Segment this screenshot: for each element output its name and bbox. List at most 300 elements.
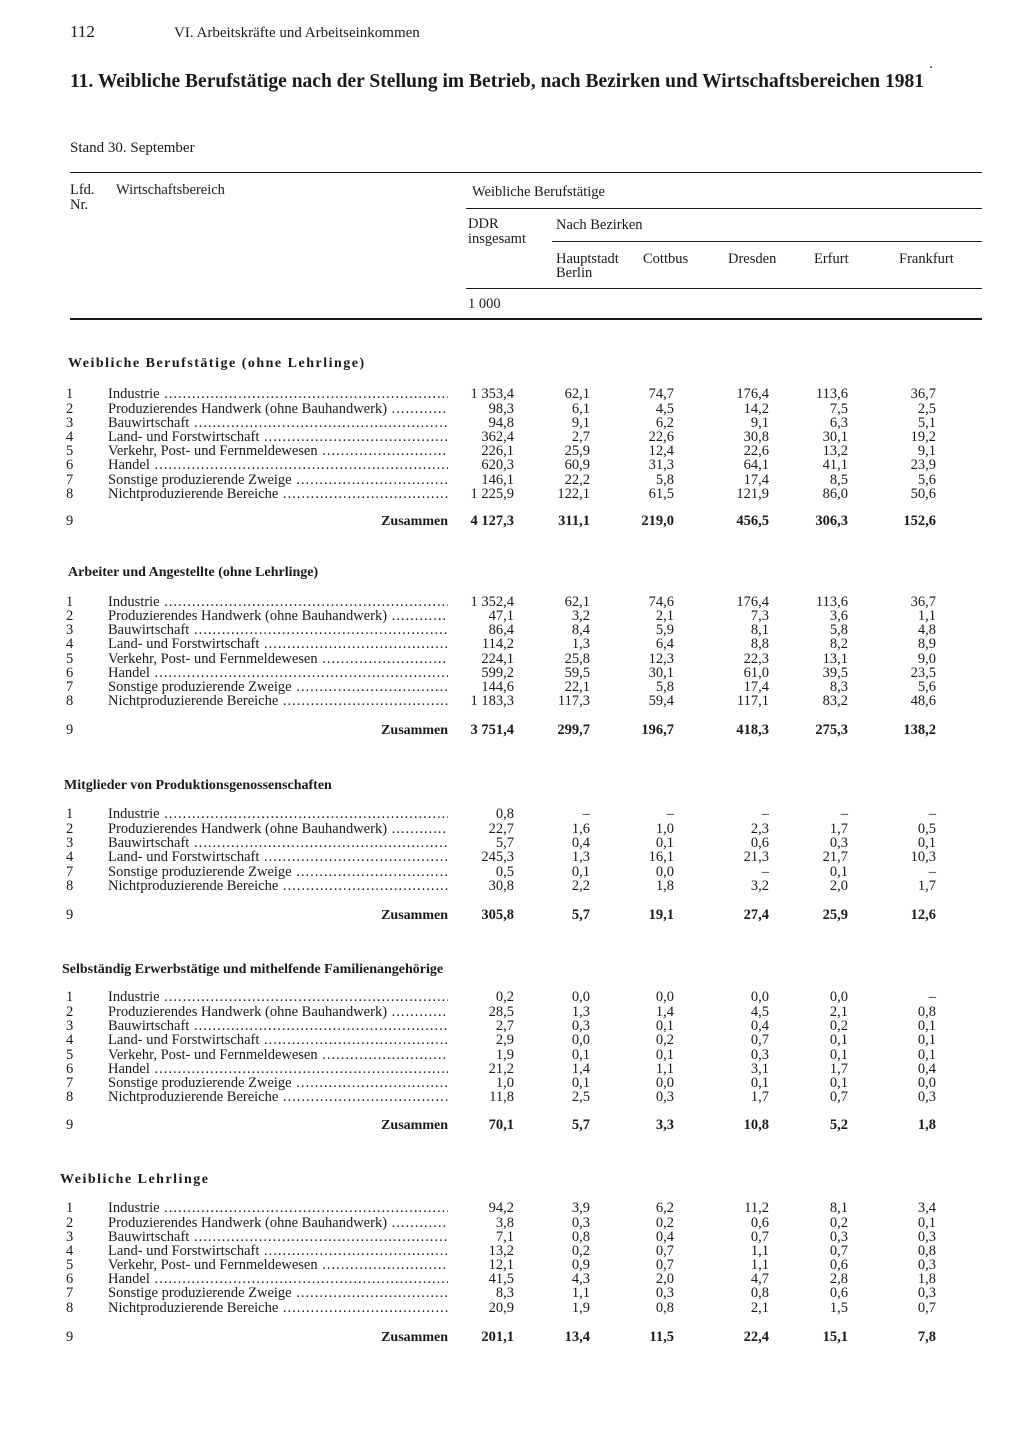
value-cottbus: 0,1 (655, 835, 674, 851)
header-ddr: DDR (468, 216, 499, 232)
row-label: Handel ..... (108, 666, 448, 681)
header-district-frankfurt: Frankfurt (899, 251, 954, 267)
section-title: Weibliche Lehrlinge (60, 1172, 210, 1187)
value-frankfurt: 0,1 (917, 835, 936, 851)
row-number: 9 (66, 1329, 74, 1345)
total-row (0, 1118, 1024, 1135)
value-ddr: 599,2 (481, 665, 514, 681)
value-berlin: 60,9 (564, 457, 590, 473)
value-ddr: 2,9 (495, 1032, 514, 1048)
value-berlin: 1,3 (571, 1004, 590, 1020)
total-label: Zusammen (381, 908, 448, 923)
value-ddr: 224,1 (481, 651, 514, 667)
row-number: 1 (66, 989, 74, 1005)
value-dresden: 30,8 (743, 429, 769, 445)
value-cottbus: 196,7 (641, 722, 674, 738)
value-ddr: 7,1 (495, 1229, 514, 1245)
value-berlin: 0,3 (571, 1215, 590, 1231)
value-cottbus: 61,5 (648, 486, 674, 502)
value-erfurt: 6,3 (829, 415, 848, 431)
row-label: Bauwirtschaft ..... (108, 416, 448, 431)
value-cottbus: 3,3 (655, 1117, 674, 1133)
value-berlin: 0,2 (571, 1243, 590, 1259)
value-erfurt: 21,7 (822, 849, 848, 865)
total-label: Zusammen (381, 1330, 448, 1345)
value-ddr: 3,8 (495, 1215, 514, 1231)
value-dresden: 22,3 (743, 651, 769, 667)
value-ddr: 22,7 (488, 821, 514, 837)
header-top-rule (70, 172, 982, 173)
value-berlin: – (582, 806, 590, 822)
row-number: 6 (66, 1061, 74, 1077)
row-label: Sonstige produzierende Zweige ..... (108, 680, 448, 695)
value-dresden: 1,1 (750, 1257, 769, 1273)
value-berlin: 0,8 (571, 1229, 590, 1245)
value-frankfurt: – (928, 864, 936, 880)
value-dresden: 3,1 (750, 1061, 769, 1077)
row-label: Bauwirtschaft ..... (108, 836, 448, 851)
value-dresden: 1,7 (750, 1089, 769, 1105)
value-erfurt: 0,1 (829, 1075, 848, 1091)
row-number: 1 (66, 1200, 74, 1216)
value-ddr: 1 225,9 (470, 486, 514, 502)
value-erfurt: 0,6 (829, 1285, 848, 1301)
value-cottbus: 59,4 (648, 693, 674, 709)
value-dresden: 4,7 (750, 1271, 769, 1287)
value-cottbus: 0,0 (655, 864, 674, 880)
value-berlin: 0,3 (571, 1018, 590, 1034)
total-label: Zusammen (381, 723, 448, 738)
value-ddr: 11,8 (489, 1089, 514, 1105)
row-label: Verkehr, Post- und Fernmeldewesen ..... (108, 1258, 448, 1273)
value-berlin: 2,2 (571, 878, 590, 894)
total-label: Zusammen (381, 1118, 448, 1133)
value-dresden: 121,9 (736, 486, 769, 502)
value-ddr: 146,1 (481, 472, 514, 488)
value-dresden: 17,4 (743, 472, 769, 488)
value-frankfurt: 0,5 (917, 821, 936, 837)
value-ddr: 98,3 (488, 401, 514, 417)
value-berlin: 1,3 (571, 636, 590, 652)
value-cottbus: 12,3 (648, 651, 674, 667)
value-cottbus: 2,0 (655, 1271, 674, 1287)
value-cottbus: 22,6 (648, 429, 674, 445)
value-berlin: 0,1 (571, 1075, 590, 1091)
row-label: Nichtproduzierende Bereiche ..... (108, 487, 448, 502)
value-erfurt: 1,5 (829, 1300, 848, 1316)
running-head (70, 22, 420, 42)
row-number: 9 (66, 1117, 74, 1133)
value-berlin: 0,0 (571, 989, 590, 1005)
value-dresden: 117,1 (736, 693, 769, 709)
value-cottbus: 5,8 (655, 679, 674, 695)
value-ddr: 201,1 (481, 1329, 514, 1345)
section-title: Arbeiter und Angestellte (ohne Lehrlinge) (68, 565, 319, 580)
value-frankfurt: 50,6 (910, 486, 936, 502)
value-ddr: 28,5 (488, 1004, 514, 1020)
value-erfurt: 0,2 (829, 1215, 848, 1231)
value-frankfurt: 1,8 (917, 1271, 936, 1287)
table-row (0, 1201, 1024, 1216)
value-cottbus: 1,1 (655, 1061, 674, 1077)
value-ddr: 94,2 (488, 1200, 514, 1216)
value-dresden: 64,1 (743, 457, 769, 473)
value-cottbus: 0,0 (655, 989, 674, 1005)
value-cottbus: 12,4 (648, 443, 674, 459)
row-label: Industrie ..... (108, 387, 448, 402)
row-number: 6 (66, 665, 74, 681)
row-number: 8 (66, 486, 74, 502)
value-frankfurt: – (928, 989, 936, 1005)
value-frankfurt: 12,6 (910, 907, 936, 923)
value-ddr: 94,8 (488, 415, 514, 431)
value-ddr: 5,7 (495, 835, 514, 851)
section-title: Selbständig Erwerbstätige und mithelfende Familienangehörige (62, 962, 444, 977)
value-cottbus: 219,0 (641, 513, 674, 529)
value-dresden: 8,1 (750, 622, 769, 638)
value-cottbus: 0,0 (655, 1075, 674, 1091)
header-bottom-rule (70, 318, 982, 320)
value-cottbus: 6,4 (655, 636, 674, 652)
table-row (0, 637, 1024, 652)
row-label: Bauwirtschaft ..... (108, 1019, 448, 1034)
row-label: Sonstige produzierende Zweige ..... (108, 1076, 448, 1091)
value-frankfurt: 10,3 (910, 849, 936, 865)
value-berlin: 1,1 (571, 1285, 590, 1301)
row-number: 6 (66, 457, 74, 473)
value-frankfurt: – (928, 806, 936, 822)
value-erfurt: 2,8 (829, 1271, 848, 1287)
value-erfurt: 3,6 (829, 608, 848, 624)
table-row (0, 990, 1024, 1005)
value-frankfurt: 0,8 (917, 1004, 936, 1020)
value-cottbus: 16,1 (648, 849, 674, 865)
header-nach-bezirken: Nach Bezirken (556, 217, 643, 233)
value-dresden: 4,5 (750, 1004, 769, 1020)
row-label: Industrie ..... (108, 1201, 448, 1216)
value-berlin: 13,4 (564, 1329, 590, 1345)
value-frankfurt: 5,6 (917, 679, 936, 695)
value-frankfurt: 9,1 (917, 443, 936, 459)
value-cottbus: 74,6 (648, 594, 674, 610)
value-ddr: 114,2 (481, 636, 514, 652)
row-number: 4 (66, 429, 74, 445)
value-dresden: 14,2 (743, 401, 769, 417)
value-erfurt: 5,8 (829, 622, 848, 638)
value-erfurt: 275,3 (815, 722, 848, 738)
value-berlin: 2,5 (571, 1089, 590, 1105)
value-berlin: 62,1 (564, 594, 590, 610)
value-frankfurt: 3,4 (917, 1200, 936, 1216)
row-label: Verkehr, Post- und Fernmeldewesen ..... (108, 1048, 448, 1063)
total-row (0, 1330, 1024, 1347)
value-berlin: 62,1 (564, 386, 590, 402)
row-number: 8 (66, 693, 74, 709)
row-number: 2 (66, 1215, 74, 1231)
row-number: 9 (66, 907, 74, 923)
value-berlin: 1,9 (571, 1300, 590, 1316)
value-frankfurt: 23,9 (910, 457, 936, 473)
row-number: 7 (66, 864, 74, 880)
header-district-berlin: Berlin (556, 265, 593, 281)
value-cottbus: 4,5 (655, 401, 674, 417)
row-label: Bauwirtschaft ..... (108, 623, 448, 638)
value-cottbus: 0,2 (655, 1032, 674, 1048)
row-label: Bauwirtschaft ..... (108, 1230, 448, 1245)
header-unit: 1 000 (468, 296, 501, 312)
value-cottbus: 6,2 (655, 1200, 674, 1216)
value-ddr: 0,8 (495, 806, 514, 822)
value-frankfurt: 1,1 (917, 608, 936, 624)
row-number: 3 (66, 835, 74, 851)
row-label: Land- und Forstwirtschaft ..... (108, 850, 448, 865)
value-erfurt: 2,0 (829, 878, 848, 894)
section-title: Weibliche Berufstätige (ohne Lehrlinge) (68, 356, 366, 371)
value-ddr: 620,3 (481, 457, 514, 473)
row-label: Produzierendes Handwerk (ohne Bauhandwerk) ..... (108, 609, 448, 624)
value-ddr: 0,2 (495, 989, 514, 1005)
value-erfurt: 8,2 (829, 636, 848, 652)
value-frankfurt: 7,8 (917, 1329, 936, 1345)
value-berlin: 1,6 (571, 821, 590, 837)
value-ddr: 12,1 (488, 1257, 514, 1273)
value-erfurt: – (840, 806, 848, 822)
table-row (0, 487, 1024, 502)
value-frankfurt: 0,1 (917, 1047, 936, 1063)
value-cottbus: – (666, 806, 674, 822)
row-number: 1 (66, 594, 74, 610)
row-number: 3 (66, 1229, 74, 1245)
row-label: Industrie ..... (108, 807, 448, 822)
value-dresden: 2,3 (750, 821, 769, 837)
value-berlin: 1,4 (571, 1061, 590, 1077)
value-frankfurt: 2,5 (917, 401, 936, 417)
value-ddr: 305,8 (481, 907, 514, 923)
row-label: Sonstige produzierende Zweige ..... (108, 1286, 448, 1301)
value-ddr: 245,3 (481, 849, 514, 865)
table-row (0, 1301, 1024, 1316)
value-erfurt: 0,3 (829, 835, 848, 851)
value-dresden: 1,1 (750, 1243, 769, 1259)
value-dresden: 22,4 (743, 1329, 769, 1345)
value-berlin: 0,0 (571, 1032, 590, 1048)
value-berlin: 0,1 (571, 864, 590, 880)
row-label: Nichtproduzierende Bereiche ..... (108, 1301, 448, 1316)
row-label: Nichtproduzierende Bereiche ..... (108, 879, 448, 894)
row-number: 9 (66, 722, 74, 738)
print-speck (930, 66, 932, 68)
value-cottbus: 0,1 (655, 1018, 674, 1034)
value-erfurt: 0,0 (829, 989, 848, 1005)
row-number: 3 (66, 415, 74, 431)
row-label: Verkehr, Post- und Fernmeldewesen ..... (108, 652, 448, 667)
row-number: 8 (66, 1300, 74, 1316)
row-number: 3 (66, 1018, 74, 1034)
value-erfurt: 0,2 (829, 1018, 848, 1034)
header-district-erfurt: Erfurt (814, 251, 849, 267)
value-dresden: 0,6 (750, 835, 769, 851)
value-frankfurt: 0,4 (917, 1061, 936, 1077)
value-cottbus: 11,5 (649, 1329, 674, 1345)
value-frankfurt: 5,6 (917, 472, 936, 488)
table-row (0, 1286, 1024, 1301)
total-row (0, 514, 1024, 531)
table-row (0, 694, 1024, 709)
value-erfurt: 306,3 (815, 513, 848, 529)
header-wirtschaftsbereich: Wirtschaftsbereich (116, 182, 225, 198)
value-erfurt: 13,2 (822, 443, 848, 459)
value-dresden: 176,4 (736, 594, 769, 610)
row-number: 4 (66, 849, 74, 865)
value-dresden: 2,1 (750, 1300, 769, 1316)
value-ddr: 13,2 (488, 1243, 514, 1259)
value-berlin: 9,1 (571, 415, 590, 431)
reference-date: Stand 30. September (70, 140, 195, 156)
value-ddr: 1,0 (495, 1075, 514, 1091)
value-frankfurt: 0,0 (917, 1075, 936, 1091)
value-erfurt: 0,1 (829, 1032, 848, 1048)
value-frankfurt: 0,7 (917, 1300, 936, 1316)
row-number: 7 (66, 472, 74, 488)
row-label: Verkehr, Post- und Fernmeldewesen ..... (108, 444, 448, 459)
row-label: Handel ..... (108, 458, 448, 473)
header-district-cottbus: Cottbus (643, 251, 689, 267)
header-district-hauptstadt: Hauptstadt (556, 251, 619, 267)
row-number: 7 (66, 679, 74, 695)
value-erfurt: 0,1 (829, 864, 848, 880)
row-label: Nichtproduzierende Bereiche ..... (108, 1090, 448, 1105)
row-number: 7 (66, 1285, 74, 1301)
page-number: 112 (70, 22, 95, 41)
value-cottbus: 0,1 (655, 1047, 674, 1063)
value-erfurt: 1,7 (829, 821, 848, 837)
header-district-dresden: Dresden (728, 251, 777, 267)
value-erfurt: 0,3 (829, 1229, 848, 1245)
value-cottbus: 19,1 (648, 907, 674, 923)
value-dresden: 22,6 (743, 443, 769, 459)
value-ddr: 30,8 (488, 878, 514, 894)
value-ddr: 1 183,3 (470, 693, 514, 709)
value-berlin: 25,8 (564, 651, 590, 667)
header-rule-3 (552, 241, 982, 242)
header-nr: Nr. (70, 197, 89, 213)
value-frankfurt: 0,1 (917, 1018, 936, 1034)
value-ddr: 47,1 (488, 608, 514, 624)
value-erfurt: 113,6 (815, 386, 848, 402)
value-berlin: 0,9 (571, 1257, 590, 1273)
value-berlin: 5,7 (571, 907, 590, 923)
row-number: 2 (66, 608, 74, 624)
value-ddr: 226,1 (481, 443, 514, 459)
value-ddr: 144,6 (481, 679, 514, 695)
value-berlin: 3,9 (571, 1200, 590, 1216)
value-dresden: 7,3 (750, 608, 769, 624)
value-berlin: 0,4 (571, 835, 590, 851)
value-dresden: 0,3 (750, 1047, 769, 1063)
value-frankfurt: 152,6 (903, 513, 936, 529)
value-cottbus: 0,7 (655, 1257, 674, 1273)
value-frankfurt: 138,2 (903, 722, 936, 738)
total-label: Zusammen (381, 514, 448, 529)
value-cottbus: 6,2 (655, 415, 674, 431)
value-cottbus: 74,7 (648, 386, 674, 402)
value-dresden: 9,1 (750, 415, 769, 431)
value-frankfurt: 0,3 (917, 1229, 936, 1245)
value-cottbus: 0,3 (655, 1285, 674, 1301)
value-berlin: 1,3 (571, 849, 590, 865)
row-number: 2 (66, 1004, 74, 1020)
value-erfurt: 25,9 (822, 907, 848, 923)
value-frankfurt: 0,3 (917, 1089, 936, 1105)
value-erfurt: 8,5 (829, 472, 848, 488)
row-number: 5 (66, 651, 74, 667)
row-number: 2 (66, 401, 74, 417)
value-dresden: 176,4 (736, 386, 769, 402)
value-cottbus: 5,8 (655, 472, 674, 488)
value-dresden: 11,2 (744, 1200, 769, 1216)
row-number: 6 (66, 1271, 74, 1287)
value-frankfurt: 36,7 (910, 386, 936, 402)
value-erfurt: 7,5 (829, 401, 848, 417)
value-berlin: 25,9 (564, 443, 590, 459)
value-dresden: 456,5 (736, 513, 769, 529)
table-row (0, 807, 1024, 822)
value-dresden: 0,6 (750, 1215, 769, 1231)
value-frankfurt: 0,8 (917, 1243, 936, 1259)
value-cottbus: 30,1 (648, 665, 674, 681)
value-berlin: 59,5 (564, 665, 590, 681)
row-number: 2 (66, 821, 74, 837)
value-dresden: – (761, 806, 769, 822)
value-berlin: 311,1 (558, 513, 590, 529)
row-label: Handel ..... (108, 1272, 448, 1287)
value-cottbus: 5,9 (655, 622, 674, 638)
value-frankfurt: 0,1 (917, 1215, 936, 1231)
row-label: Industrie ..... (108, 990, 448, 1005)
value-frankfurt: 5,1 (917, 415, 936, 431)
row-label: Nichtproduzierende Bereiche ..... (108, 694, 448, 709)
value-frankfurt: 9,0 (917, 651, 936, 667)
value-erfurt: 5,2 (829, 1117, 848, 1133)
row-number: 4 (66, 1243, 74, 1259)
row-number: 1 (66, 386, 74, 402)
value-ddr: 1,9 (495, 1047, 514, 1063)
value-erfurt: 0,7 (829, 1089, 848, 1105)
value-cottbus: 0,8 (655, 1300, 674, 1316)
value-ddr: 21,2 (488, 1061, 514, 1077)
value-berlin: 122,1 (557, 486, 590, 502)
value-erfurt: 0,6 (829, 1257, 848, 1273)
table-row (0, 387, 1024, 402)
value-berlin: 6,1 (571, 401, 590, 417)
row-label: Handel ..... (108, 1062, 448, 1077)
value-cottbus: 1,0 (655, 821, 674, 837)
value-berlin: 0,1 (571, 1047, 590, 1063)
value-ddr: 4 127,3 (470, 513, 514, 529)
value-erfurt: 39,5 (822, 665, 848, 681)
value-ddr: 1 352,4 (470, 594, 514, 610)
value-erfurt: 15,1 (822, 1329, 848, 1345)
section-title: Mitglieder von Produktionsgenossenschaften (64, 778, 332, 793)
header-lfd: Lfd. (70, 182, 95, 198)
value-erfurt: 0,1 (829, 1047, 848, 1063)
header-rule-2 (466, 208, 982, 209)
row-number: 8 (66, 1089, 74, 1105)
value-ddr: 8,3 (495, 1285, 514, 1301)
row-label: Land- und Forstwirtschaft ..... (108, 637, 448, 652)
value-dresden: 3,2 (750, 878, 769, 894)
value-dresden: 10,8 (743, 1117, 769, 1133)
